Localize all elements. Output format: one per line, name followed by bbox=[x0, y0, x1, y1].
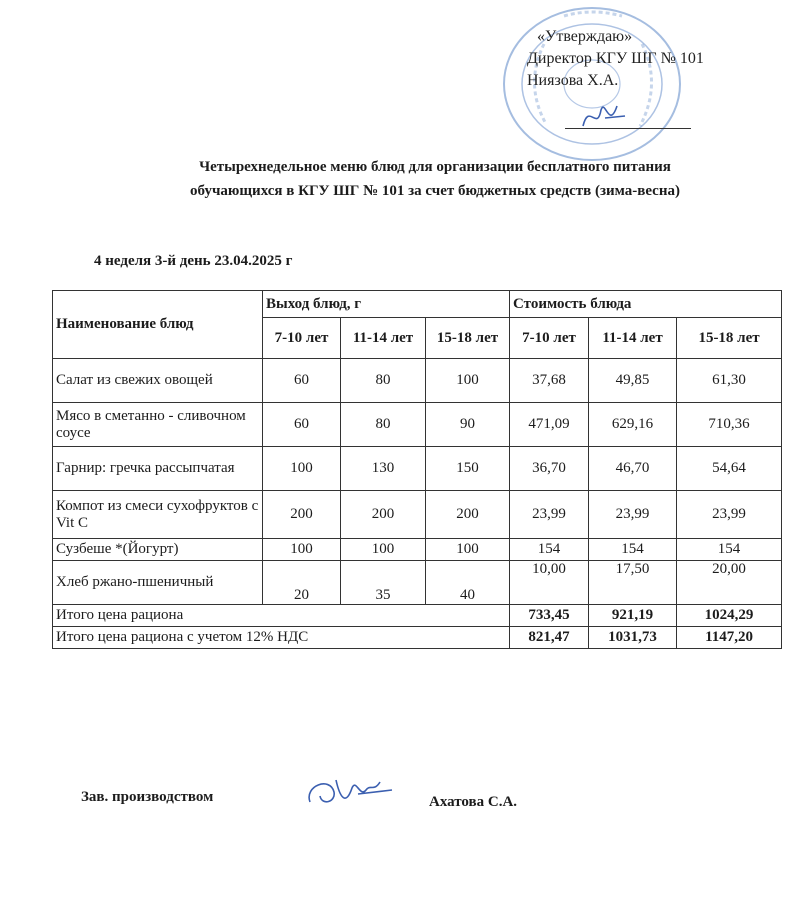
cost-value: 49,85 bbox=[589, 359, 677, 403]
total-label: Итого цена рациона bbox=[53, 605, 510, 627]
output-value: 90 bbox=[426, 403, 510, 447]
total-vat-row bbox=[53, 627, 782, 649]
dish-name: Гарнир: гречка рассыпчатая bbox=[53, 447, 263, 491]
total-value: 1024,29 bbox=[677, 605, 782, 627]
cost-value: 23,99 bbox=[510, 491, 589, 539]
output-value: 100 bbox=[341, 539, 426, 561]
cost-value: 37,68 bbox=[510, 359, 589, 403]
header-age: 11-14 лет bbox=[341, 318, 426, 359]
document-title bbox=[60, 155, 810, 203]
header-dish-name: Наименование блюд bbox=[53, 291, 263, 359]
total-row bbox=[53, 605, 782, 627]
cost-value: 36,70 bbox=[510, 447, 589, 491]
output-value: 60 bbox=[263, 403, 341, 447]
menu-table bbox=[52, 290, 782, 649]
output-value: 40 bbox=[426, 561, 510, 605]
manager-signature-icon bbox=[300, 768, 400, 818]
cost-value: 23,99 bbox=[589, 491, 677, 539]
director-signature-icon bbox=[575, 96, 635, 136]
output-value: 150 bbox=[426, 447, 510, 491]
approval-block bbox=[527, 26, 704, 92]
approval-title: «Утверждаю» bbox=[537, 28, 633, 45]
output-value: 60 bbox=[263, 359, 341, 403]
header-output: Выход блюд, г bbox=[263, 291, 510, 318]
output-value: 200 bbox=[341, 491, 426, 539]
cost-value: 10,00 bbox=[510, 561, 589, 605]
table-row bbox=[53, 561, 782, 605]
table-row bbox=[53, 491, 782, 539]
total-vat-value: 821,47 bbox=[510, 627, 589, 649]
total-vat-value: 1031,73 bbox=[589, 627, 677, 649]
output-value: 100 bbox=[426, 359, 510, 403]
output-value: 80 bbox=[341, 403, 426, 447]
output-value: 20 bbox=[263, 561, 341, 605]
cost-value: 46,70 bbox=[589, 447, 677, 491]
approval-position: Директор КГУ ШГ № 101 bbox=[527, 50, 704, 67]
cost-value: 54,64 bbox=[677, 447, 782, 491]
title-line-2: обучающихся в КГУ ШГ № 101 за счет бюджетных средств (зима-весна) bbox=[190, 183, 680, 199]
header-cost: Стоимость блюда bbox=[510, 291, 782, 318]
output-value: 100 bbox=[263, 447, 341, 491]
output-value: 35 bbox=[341, 561, 426, 605]
output-value: 130 bbox=[341, 447, 426, 491]
output-value: 100 bbox=[426, 539, 510, 561]
header-age: 7-10 лет bbox=[263, 318, 341, 359]
approval-name: Ниязова Х.А. bbox=[527, 72, 619, 89]
header-age: 11-14 лет bbox=[589, 318, 677, 359]
dish-name: Мясо в сметанно - сливочном соусе bbox=[53, 403, 263, 447]
output-value: 80 bbox=[341, 359, 426, 403]
total-vat-label: Итого цена рациона с учетом 12% НДС bbox=[53, 627, 510, 649]
dish-name: Салат из свежих овощей bbox=[53, 359, 263, 403]
cost-value: 154 bbox=[510, 539, 589, 561]
table-row bbox=[53, 447, 782, 491]
production-manager-label: Зав. производством bbox=[81, 789, 214, 805]
total-value: 733,45 bbox=[510, 605, 589, 627]
header-age: 7-10 лет bbox=[510, 318, 589, 359]
output-value: 100 bbox=[263, 539, 341, 561]
production-manager-name: Ахатова С.А. bbox=[429, 794, 518, 810]
dish-name: Хлеб ржано-пшеничный bbox=[53, 561, 263, 605]
total-value: 921,19 bbox=[589, 605, 677, 627]
cost-value: 23,99 bbox=[677, 491, 782, 539]
week-day-date: 4 неделя 3-й день 23.04.2025 г bbox=[94, 253, 293, 269]
cost-value: 471,09 bbox=[510, 403, 589, 447]
header-age: 15-18 лет bbox=[677, 318, 782, 359]
total-vat-value: 1147,20 bbox=[677, 627, 782, 649]
output-value: 200 bbox=[426, 491, 510, 539]
output-value: 200 bbox=[263, 491, 341, 539]
title-line-1: Четырехнедельное меню блюд для организации бесплатного питания bbox=[199, 159, 671, 175]
cost-value: 17,50 bbox=[589, 561, 677, 605]
dish-name: Компот из смеси сухофруктов с Vit C bbox=[53, 491, 263, 539]
cost-value: 629,16 bbox=[589, 403, 677, 447]
cost-value: 154 bbox=[589, 539, 677, 561]
approval-signature-line bbox=[565, 128, 691, 129]
table-row bbox=[53, 539, 782, 561]
cost-value: 61,30 bbox=[677, 359, 782, 403]
cost-value: 20,00 bbox=[677, 561, 782, 605]
table-row bbox=[53, 359, 782, 403]
cost-value: 710,36 bbox=[677, 403, 782, 447]
cost-value: 154 bbox=[677, 539, 782, 561]
header-age: 15-18 лет bbox=[426, 318, 510, 359]
dish-name: Сузбеше *(Йогурт) bbox=[53, 539, 263, 561]
table-row bbox=[53, 403, 782, 447]
